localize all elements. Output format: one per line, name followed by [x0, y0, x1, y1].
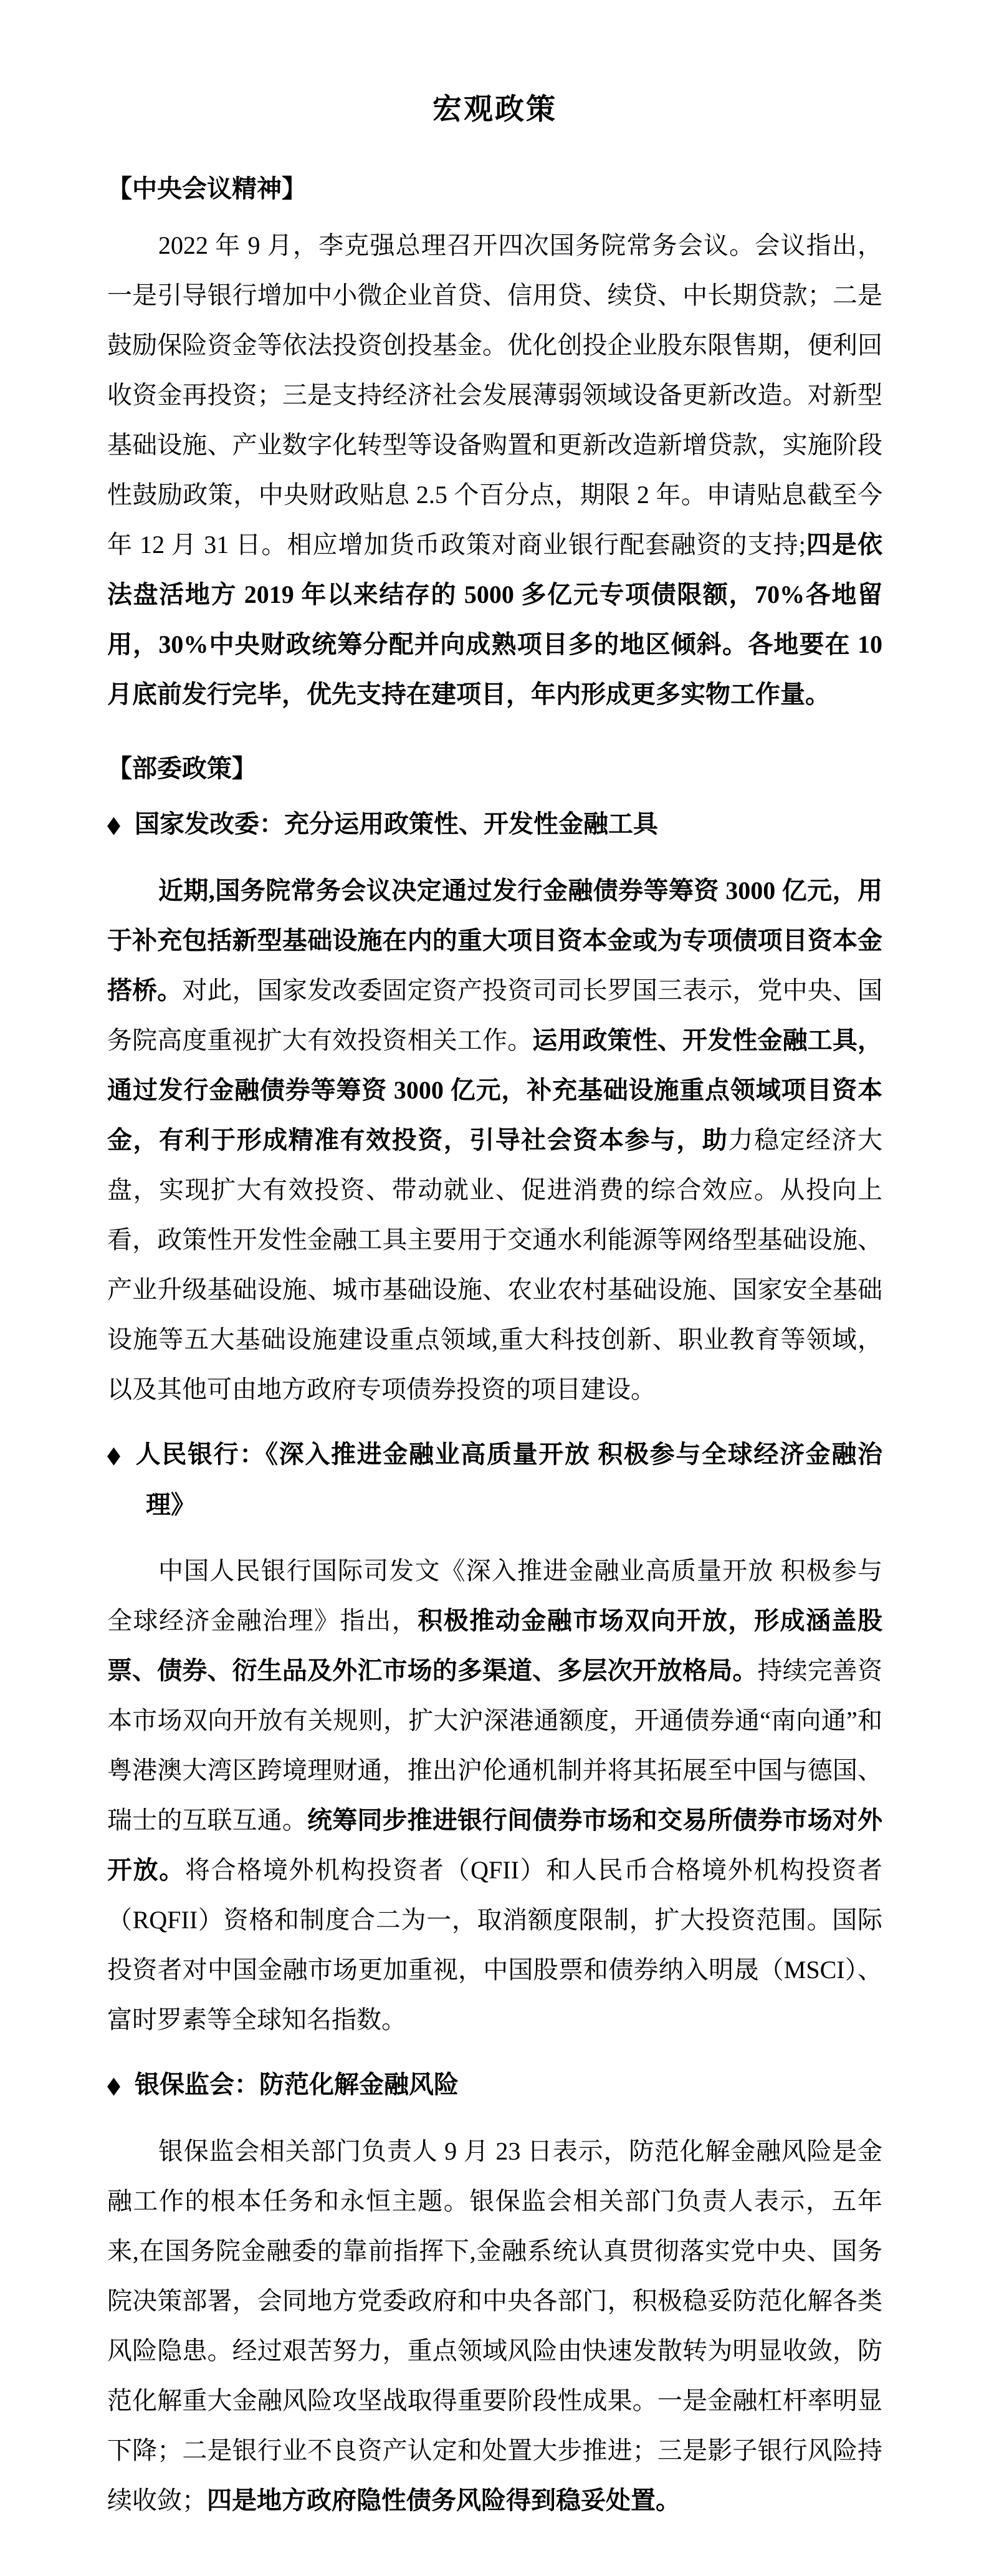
text-run: 力稳定经济大盘，实现扩大有效投资、带动就业、促进消费的综合效应。从投向上看，政策性开发性金融工具主要用于交通水利能源等网络型基础设施、产业升级基础设施、城市基础设施、农业农村基础设施、国家安全基础设施等五大基础设施建设重点领域,重大科技创新、职业教育等领域，以及其他可由地方政府专项债券投资的项目建设。 [107, 1126, 883, 1403]
bullet-title: 人民银行：《深入推进金融业高质量开放 积极参与全球经济金融治理》 [135, 1440, 882, 1519]
body-paragraph [107, 866, 882, 1415]
bullet-heading [107, 2060, 882, 2110]
section-heading: 【部委政策】 [107, 754, 257, 782]
text-run: 银保监会相关部门负责人 9 月 23 日表示，防范化解金融风险是金融工作的根本任务和永恒主题。银保监会相关部门负责人表示，五年来,在国务院金融委的靠前指挥下,金融系统认真贯彻落实党中央、国务院决策部署，会同地方党委政府和中央各部门，积极稳妥防范化解各类风险隐患。经过艰苦努力，重点领域风险由快速发散转为明显收敛，防范化解重大金融风险攻坚战取得重要阶段性成果。一是金融杠杆率明显下降；二是银行业不良资产认定和处置大步推进；三是影子银行风险持续收敛； [107, 2137, 882, 2514]
diamond-bullet-icon: ◆ [107, 1442, 121, 1468]
body-paragraph [107, 221, 882, 719]
section-heading: 【中央会议精神】 [107, 175, 307, 203]
text-run: 将合格境外机构投资者（QFII）和人民币合格境外机构投资者（RQFII）资格和制度合二为一，取消额度限制，扩大投资范围。国际投资者对中国金融市场更加重视，中国股票和债券纳入明晟（MSCI）、富时罗素等全球知名指数。 [107, 1856, 882, 2034]
bold-text-run: 近期,国务院常务会议决定通过发行金融债券等筹资 3000 亿元，用于补充包括新型基础设施在内的重大项目资本金或为专项债项目资本金搭桥。 [107, 877, 882, 1004]
bold-text-run: 四是依法盘活地方 2019 年以来结存的 5000 多亿元专项债限额，70%各地留用，30%中央财政统筹分配并向成熟项目多的地区倾斜。各地要在 10 月底前发行完毕，优先支持在建项目，年内形成更多实物工作量。 [107, 531, 882, 708]
bullet-title: 银保监会：防范化解金融风险 [135, 2070, 459, 2098]
text-run: 对此，国家发改委固定资产投资司司长罗国三表示，党中央、国务院高度重视扩大有效投资相关工作。 [107, 976, 883, 1054]
bold-text-run: 统筹同步推进银行间债券市场和交易所债券市场对外开放。 [107, 1806, 883, 1884]
text-run: 中国人民银行国际司发文《深入推进金融业高质量开放 积极参与全球经济金融治理》指出， [107, 1557, 882, 1635]
body-paragraph [107, 1546, 882, 2045]
document-body [107, 173, 882, 2526]
bold-text-run: 运用政策性、开发性金融工具，通过发行金融债券等筹资 3000 亿元，补充基础设施重点领域项目资本金，有利于形成精准有效投资，引导社会资本参与，助 [107, 1026, 883, 1154]
body-paragraph [107, 2127, 882, 2526]
text-run: 2022 年 9 月，李克强总理召开四次国务院常务会议。会议指出，一是引导银行增加中小微企业首贷、信用贷、续贷、中长期贷款；二是鼓励保险资金等依法投资创投基金。优化创投企业股东限售期，便利回收资金再投资；三是支持经济社会发展薄弱领域设备更新改造。对新型基础设施、产业数字化转型等设备购置和更新改造新增贷款，实施阶段性鼓励政策，中央财政贴息 2.5 个百分点，期限 2 年。申请贴息截至今年 12 月 31 日。相应增加货币政策对商业银行配套融资的支持; [107, 231, 882, 559]
bullet-heading [107, 799, 882, 850]
page-title: 宏观政策 [432, 94, 557, 126]
text-run: 持续完善资本市场双向开放有关规则，扩大沪深港通额度，开通债券通“南向通”和粤港澳大湾区跨境理财通，推出沪伦通机制并将其拓展至中国与德国、瑞士的互联互通。 [107, 1656, 883, 1834]
bold-text-run: 四是地方政府隐性债务风险得到稳妥处置。 [207, 2486, 681, 2514]
bullet-heading [107, 1430, 882, 1530]
diamond-bullet-icon: ◆ [107, 2072, 121, 2098]
diamond-bullet-icon: ◆ [107, 812, 121, 838]
bold-text-run: 积极推动金融市场双向开放，形成涵盖股票、债券、衍生品及外汇市场的多渠道、多层次开放格局。 [107, 1607, 883, 1684]
bullet-title: 国家发改委：充分运用政策性、开发性金融工具 [135, 810, 658, 838]
